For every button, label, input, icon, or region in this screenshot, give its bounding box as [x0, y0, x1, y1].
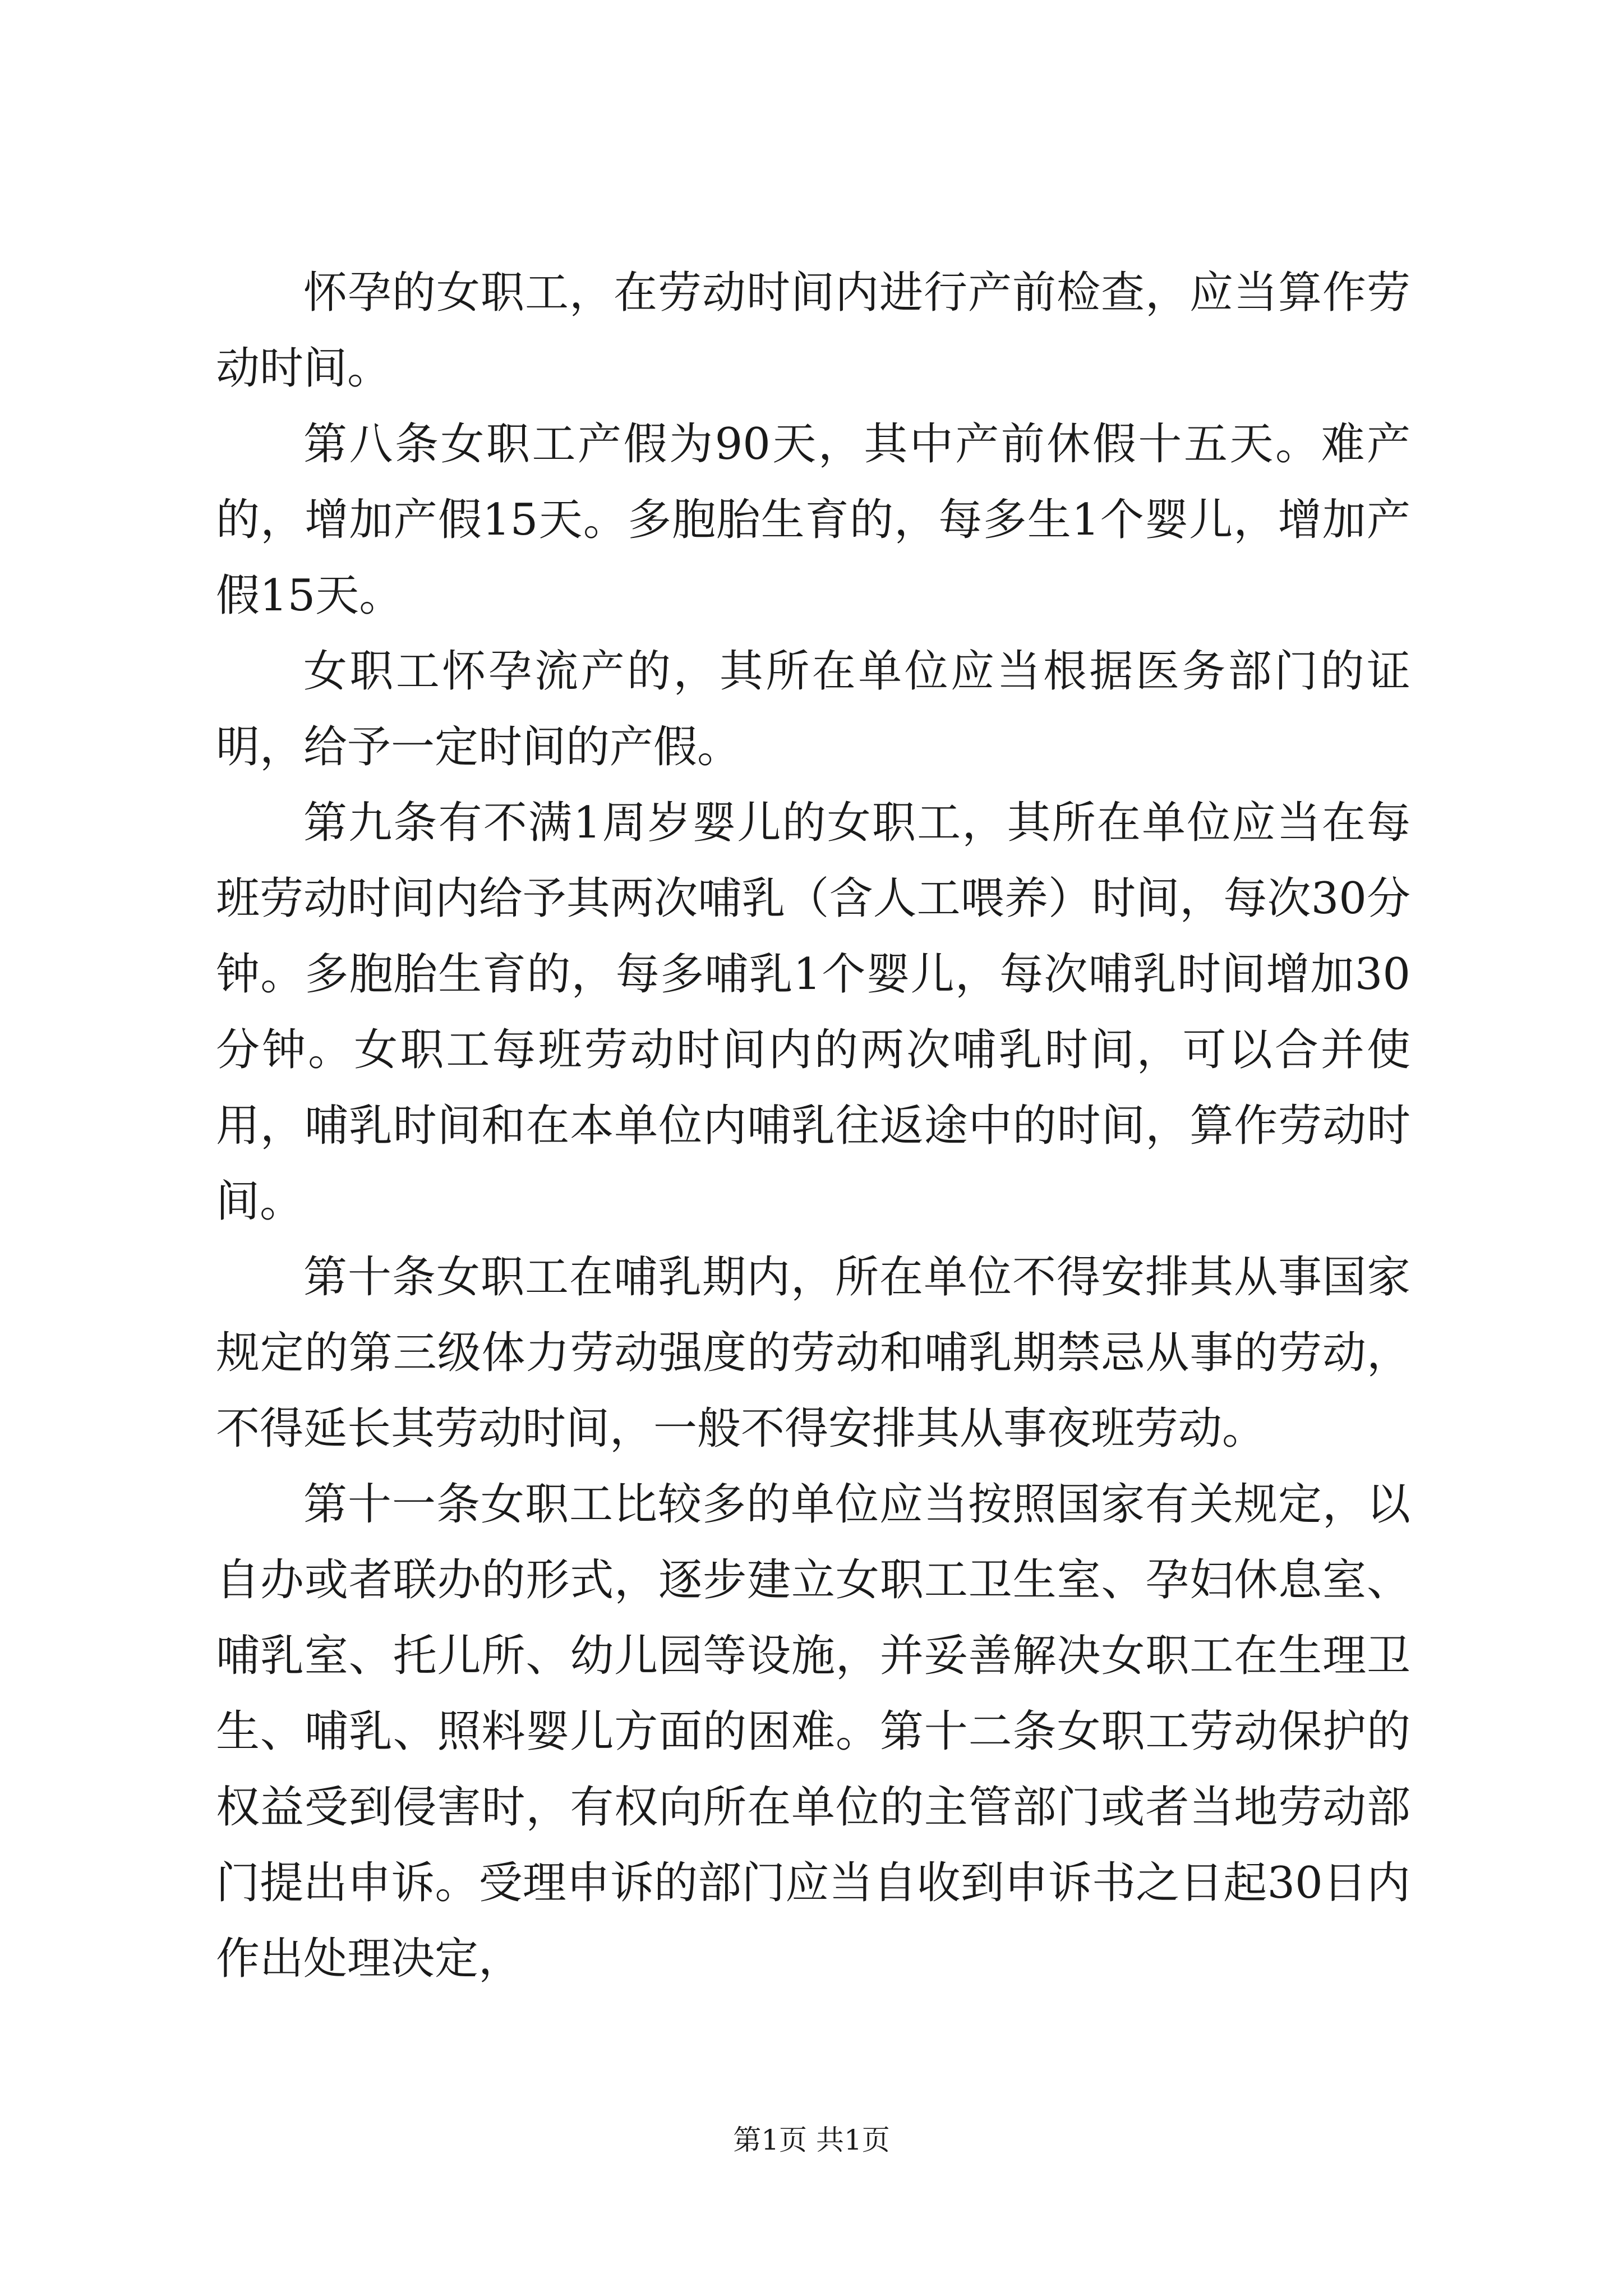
paragraph-miscarriage-leave: 女职工怀孕流产的，其所在单位应当根据医务部门的证明，给予一定时间的产假。: [216, 646, 1410, 772]
page-footer: 第1页 共1页: [733, 2124, 890, 2156]
paragraph-article-11-12: 第十一条女职工比较多的单位应当按照国家有关规定，以自办或者联办的形式，逐步建立女职工卫生室、孕妇休息室、哺乳室、托儿所、幼儿园等设施，并妥善解决女职工在生理卫生、哺乳、照料婴儿方面的困难。第十二条女职工劳动保护的权益受到侵害时，有权向所在单位的主管部门或者当地劳动部门提出申诉。受理申诉的部门应当自收到申诉书之日起30日内作出处理决定，: [216, 1479, 1410, 1984]
paragraph-article-8: 第八条女职工产假为90天，其中产前休假十五天。难产的，增加产假15天。多胞胎生育的，每多生1个婴儿，增加产假15天。: [216, 419, 1410, 621]
document-body: [216, 255, 1410, 1997]
paragraph-article-9: 第九条有不满1周岁婴儿的女职工，其所在单位应当在每班劳动时间内给予其两次哺乳（含人工喂养）时间，每次30分钟。多胞胎生育的，每多哺乳1个婴儿，每次哺乳时间增加30分钟。女职工每班劳动时间内的两次哺乳时间，可以合并使用，哺乳时间和在本单位内哺乳往返途中的时间，算作劳动时间。: [216, 798, 1410, 1227]
paragraph-article-10: 第十条女职工在哺乳期内，所在单位不得安排其从事国家规定的第三级体力劳动强度的劳动和哺乳期禁忌从事的劳动，不得延长其劳动时间，一般不得安排其从事夜班劳动。: [216, 1252, 1410, 1454]
paragraph-prenatal-check: 怀孕的女职工，在劳动时间内进行产前检查，应当算作劳动时间。: [216, 268, 1410, 394]
